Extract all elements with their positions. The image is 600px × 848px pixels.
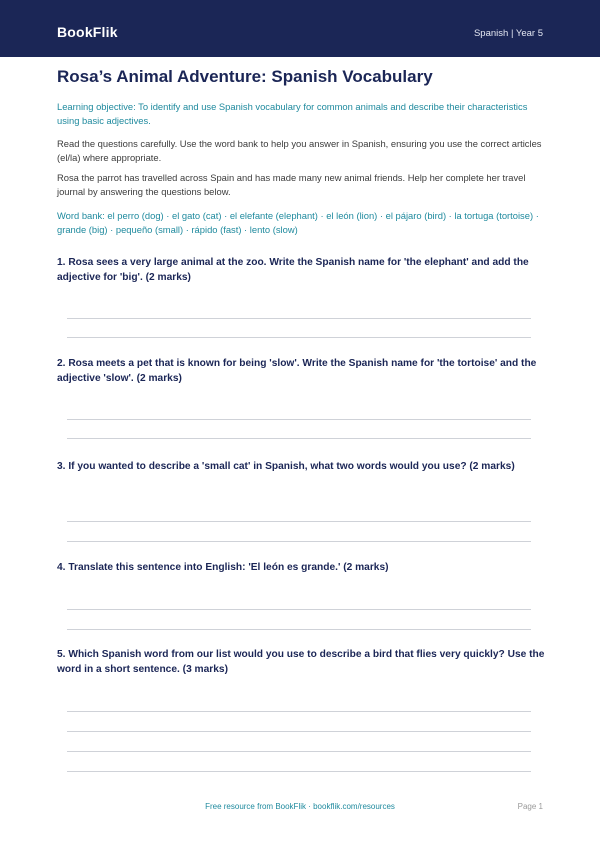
page-number: Page 1: [517, 802, 543, 811]
answer-line[interactable]: [67, 541, 531, 542]
question-2: 2. Rosa meets a pet that is known for being 'slow'. Write the Spanish name for 'the tortoise' and the adjective 'slow'. (2 marks): [57, 358, 537, 384]
worksheet-title: Rosa’s Animal Adventure: Spanish Vocabulary: [57, 67, 433, 86]
answer-line[interactable]: [67, 711, 531, 712]
answer-line[interactable]: [67, 521, 531, 522]
story-intro: Rosa the parrot has travelled across Spain and has made many new animal friends. Help her complete her travel journal by answering the questions below.: [57, 172, 526, 197]
question-1: 1. Rosa sees a very large animal at the zoo. Write the Spanish name for 'the elephant' and add the adjective for 'big'. (2 marks): [57, 257, 529, 283]
answer-line[interactable]: [67, 629, 531, 630]
question-4: 4. Translate this sentence into English: 'El león es grande.' (2 marks): [57, 562, 389, 573]
answer-line[interactable]: [67, 609, 531, 610]
answer-line[interactable]: [67, 337, 531, 338]
instructions: Read the questions carefully. Use the word bank to help you answer in Spanish, ensuring you use the correct articles (el/la) where appropriate.: [57, 138, 542, 163]
answer-line[interactable]: [67, 771, 531, 772]
answer-line[interactable]: [67, 318, 531, 319]
answer-line[interactable]: [67, 751, 531, 752]
answer-line[interactable]: [67, 419, 531, 420]
answer-line[interactable]: [67, 438, 531, 439]
answer-line[interactable]: [67, 731, 531, 732]
question-5: 5. Which Spanish word from our list would you use to describe a bird that flies very quickly? Use the word in a short sentence. (3 marks): [57, 649, 545, 675]
word-bank: Word bank: el perro (dog) · el gato (cat) · el elefante (elephant) · el león (lion) · el pájaro (bird) · la tortuga (tortoise) · grande (big) · pequeño (small) · rápido (fast) · lento (slow): [57, 210, 539, 235]
footer-credit: Free resource from BookFlik · bookflik.com/resources: [205, 802, 395, 811]
learning-objective: Learning objective: To identify and use Spanish vocabulary for common animals and describe their characteristics using basic adjectives.: [57, 101, 528, 126]
question-3: 3. If you wanted to describe a 'small cat' in Spanish, what two words would you use? (2 marks): [57, 461, 515, 472]
page-header: [0, 0, 600, 57]
brand-logo: BookFlik: [57, 24, 118, 40]
subject-year-label: Spanish | Year 5: [473, 28, 543, 39]
